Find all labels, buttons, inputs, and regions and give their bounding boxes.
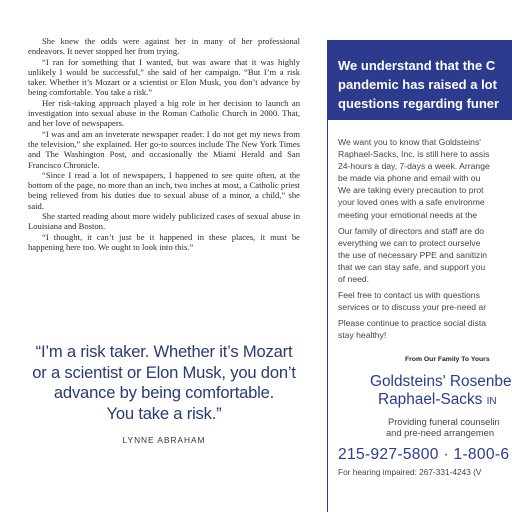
ad-line: the use of necessary PPE and sanitizin — [338, 249, 488, 260]
ad-line: meeting your emotional needs at the — [338, 209, 478, 220]
ad-line: everything we can to protect ourselve — [338, 237, 481, 248]
ad-line: that we can stay safe, and support you — [338, 261, 486, 272]
ad-line: be made via phone and email with ou — [338, 173, 481, 184]
ad-line: Our family of directors and staff are do — [338, 225, 485, 236]
ad-headline-line: We understand that the C — [338, 58, 496, 73]
article-paragraph: She started reading about more widely publicized cases of sexual abuse in Louisiana and Boston. — [28, 211, 300, 232]
ad-brand-line2: Raphael-Sacks — [378, 391, 483, 409]
ad-body — [327, 120, 512, 512]
pull-quote-line: or a scientist or Elon Musk, you don’t — [32, 362, 296, 382]
article-paragraph: Her risk-taking approach played a big role in her decision to launch an investigation into sexual abuse in the Roman Catholic Church in 2000. That, and her love of newspapers. — [28, 97, 300, 129]
pull-quote-line: advance by being comfortable. — [53, 383, 275, 402]
ad-brand-line: Goldsteins' Rosenbe — [370, 372, 512, 390]
pull-quote — [24, 342, 304, 445]
funeral-home-advertisement — [327, 40, 512, 512]
pull-quote-author: LYNNE ABRAHAM — [122, 435, 206, 445]
ad-tagline-line: Providing funeral counselin — [388, 416, 500, 427]
pull-quote-line: “I’m a risk taker. Whether it’s Mozart — [35, 342, 293, 361]
article-paragraph: “Since I read a lot of newspapers, I happened to see quite often, at the bottom of the page, no more than an inch, two inches at most, a Catholic priest being relieved from his duties due to sexual abuse of a minor, a child,” she said. — [28, 169, 300, 211]
ad-line: of need. — [338, 274, 370, 285]
ad-tagline-line: and pre-need arrangemen — [386, 428, 495, 438]
ad-brand-line — [378, 391, 512, 412]
ad-headline-banner — [327, 40, 512, 120]
ad-line: 24-hours a day, 7-days a week. Arrange — [338, 161, 490, 172]
article-paragraph: “I ran for something that I wanted, but was aware that it was highly unlikely I would be successful,” she said of her campaign. “But I’m a risk taker. Whether it’s Mozart or a scientist or Elon Musk, you don’t advance by being comfortable. You take a risk.” — [28, 56, 300, 98]
ad-brand-name — [338, 373, 512, 412]
ad-line: Raphael-Sacks, Inc. is still here to assis — [338, 149, 490, 160]
ad-paragraph — [338, 225, 512, 285]
ad-line: Feel free to contact us with questions — [338, 290, 480, 301]
ad-headline-line: pandemic has raised a lot — [338, 77, 497, 92]
ad-line: your loved ones with a safe environme — [338, 197, 485, 208]
ad-family-line: From Our Family To Yours — [405, 355, 490, 363]
ad-tagline — [388, 417, 512, 440]
article-paragraph: “I thought, it can’t just be it happened in these places, it must be happening here too. We ought to look into this.” — [28, 231, 300, 252]
ad-brand-inc: IN — [486, 396, 497, 408]
ad-paragraph — [338, 317, 512, 341]
ad-paragraph — [338, 136, 512, 221]
ad-hearing-impaired-line: For hearing impaired: 267-331-4243 (V — [338, 466, 482, 477]
ad-paragraph — [338, 289, 512, 313]
ad-line: We want you to know that Goldsteins' — [338, 137, 481, 147]
ad-headline-line: questions regarding funer — [338, 96, 500, 111]
ad-line: We are taking every precaution to prot — [338, 185, 484, 196]
article-paragraph: She knew the odds were against her in many of her professional endeavors. It never stopped her from trying. — [28, 36, 300, 57]
ad-line: stay healthy! — [338, 330, 387, 341]
article-body — [28, 36, 300, 252]
article-paragraph: “I was and am an inveterate newspaper reader. I do not get my news from the television,” she explained. Her go-to sources include The New York Times and The Washington Post, and occasionally the Miami Herald and San Francisco Chronicle. — [28, 128, 300, 170]
ad-line: services or to discuss your pre-need ar — [338, 302, 487, 313]
ad-line: Please continue to practice social dista — [338, 318, 487, 329]
ad-phone-numbers[interactable]: 215-927-5800 · 1-800-6 — [338, 446, 510, 464]
pull-quote-text — [24, 342, 304, 424]
pull-quote-line: You take a risk.” — [106, 403, 222, 423]
